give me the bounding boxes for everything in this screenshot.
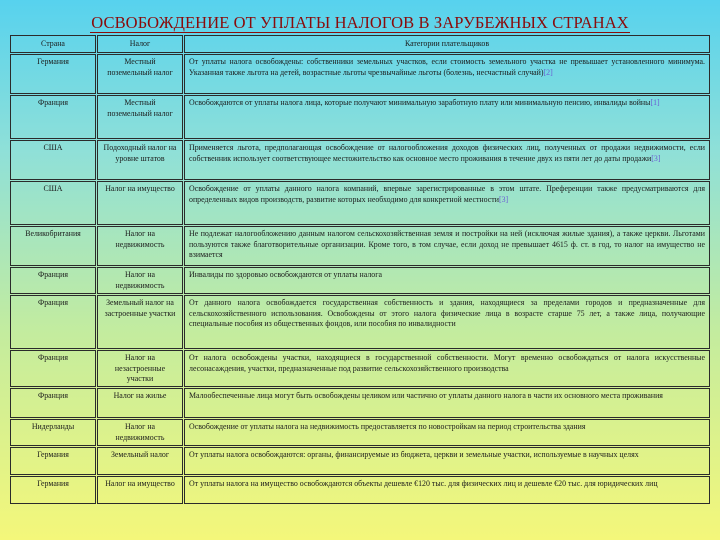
- tax-cell: Подоходный налог на уровне штатов: [97, 140, 183, 180]
- country-cell: США: [10, 140, 96, 180]
- table-row: [10, 447, 710, 475]
- country-cell: Франция: [10, 388, 96, 418]
- tax-cell: Налог на недвижимость: [97, 267, 183, 294]
- description-text: Освобождение от уплаты данного налога компаний, впервые зарегистрированные в этом штате. Преференции также предусматриваются для определенных видов производств, развитие которых необходимо для конкретной местности: [189, 184, 705, 204]
- tax-cell: Налог на недвижимость: [97, 226, 183, 266]
- country-cell: Франция: [10, 267, 96, 294]
- country-cell: Германия: [10, 476, 96, 504]
- table-row: [10, 267, 710, 294]
- description-cell: Малообеспеченные лица могут быть освобождены целиком или частично от уплаты данного налога в части их основного места проживания: [184, 388, 710, 418]
- table-row: [10, 350, 710, 387]
- description-cell: Не подлежат налогообложению данным налогом сельскохозяйственная земля и постройки на ней (исключая жилые здания), а также церкви. Льготами пользуются также благотворительные организации. Кроме того, в том случае, если доход не превышает 4615 ф. ст. в год, то налог на имущество не взимается: [184, 226, 710, 266]
- country-cell: Франция: [10, 350, 96, 387]
- description-cell: Инвалиды по здоровью освобождаются от уплаты налога: [184, 267, 710, 294]
- tax-cell: Налог на жилье: [97, 388, 183, 418]
- tax-exemption-table: [9, 34, 711, 505]
- table-row: [10, 388, 710, 418]
- description-cell: От уплаты налога освобождаются: органы, финансируемые из бюджета, церкви и земельные участки, используемые в научных целях: [184, 447, 710, 475]
- table-row: [10, 295, 710, 349]
- table-row: [10, 419, 710, 446]
- description-cell: От данного налога освобождается государственная собственность и здания, находящиеся за пределами городов и предназначенные для сельскохозяйственного использования. Освобождены от этого налога физические лица в возрасте старше 75 лет, а также лица, получающие специальные пособия из общественных фондов, или пособия по инвалидности: [184, 295, 710, 349]
- tax-cell: Налог на незастроенные участки: [97, 350, 183, 387]
- table-row: [10, 181, 710, 225]
- footnote-link[interactable]: [3]: [498, 194, 509, 204]
- description-cell: Освобождение от уплаты налога на недвижимость предоставляется по новостройкам на период строительства здания: [184, 419, 710, 446]
- country-cell: Франция: [10, 295, 96, 349]
- country-cell: Нидерланды: [10, 419, 96, 446]
- footnote-link[interactable]: [3]: [651, 153, 661, 163]
- table-row: [10, 226, 710, 266]
- description-cell: [184, 181, 710, 225]
- description-cell: От уплаты налога на имущество освобождаются объекты дешевле €120 тыс. для физических лиц и дешевле €20 тыс. для юридических лиц: [184, 476, 710, 504]
- tax-cell: Земельный налог на застроенные участки: [97, 295, 183, 349]
- page-title: ОСВОБОЖДЕНИЕ ОТ УПЛАТЫ НАЛОГОВ В ЗАРУБЕЖНЫХ СТРАНАХ: [91, 13, 629, 32]
- footnote-link[interactable]: [2]: [543, 67, 553, 77]
- tax-cell: Местный поземельный налог: [97, 95, 183, 139]
- country-cell: Франция: [10, 95, 96, 139]
- table-row: [10, 95, 710, 139]
- table-row: [10, 476, 710, 504]
- tax-cell: Налог на недвижимость: [97, 419, 183, 446]
- description-text: От уплаты налога освобождены: собственники земельных участков, если стоимость земельного участка не превышает установленного минимума. Указанная также льгота на детей, возрастные льготы чрезвычайные льготы (болезнь, несчастный случай): [189, 57, 705, 77]
- tax-cell: Налог на имущество: [97, 476, 183, 504]
- description-text: Применяется льгота, предполагающая освобождение от налогообложения доходов физических лиц, полученных от продажи недвижимости, если собственник использует соответствующее местожительство как основное место проживания в течение двух из пяти лет до даты продажи: [189, 143, 705, 163]
- tax-cell: Земельный налог: [97, 447, 183, 475]
- footnote-link[interactable]: [1]: [650, 98, 660, 108]
- description-cell: От налога освобождены участки, находящиеся в государственной собственности. Могут временно освобождаться от налога искусственные лесонасаждения, участки, предназначенные под развитие сельскохозяйственного производства: [184, 350, 710, 387]
- table-row: [10, 54, 710, 94]
- country-cell: Германия: [10, 447, 96, 475]
- country-cell: США: [10, 181, 96, 225]
- country-cell: Великобритания: [10, 226, 96, 266]
- tax-cell: Налог на имущество: [97, 181, 183, 225]
- header-categories: Категории плательщиков: [184, 35, 710, 53]
- table-header-row: [10, 35, 710, 53]
- description-cell: [184, 140, 710, 180]
- description-cell: [184, 95, 710, 139]
- description-text: Освобождаются от уплаты налога лица, которые получают минимальную заработную плату или минимальную пенсию, инвалиды войны: [189, 98, 651, 108]
- header-country: Страна: [10, 35, 96, 53]
- header-tax: Налог: [97, 35, 183, 53]
- tax-cell: Местный поземельный налог: [97, 54, 183, 94]
- country-cell: Германия: [10, 54, 96, 94]
- table-row: [10, 140, 710, 180]
- description-cell: [184, 54, 710, 94]
